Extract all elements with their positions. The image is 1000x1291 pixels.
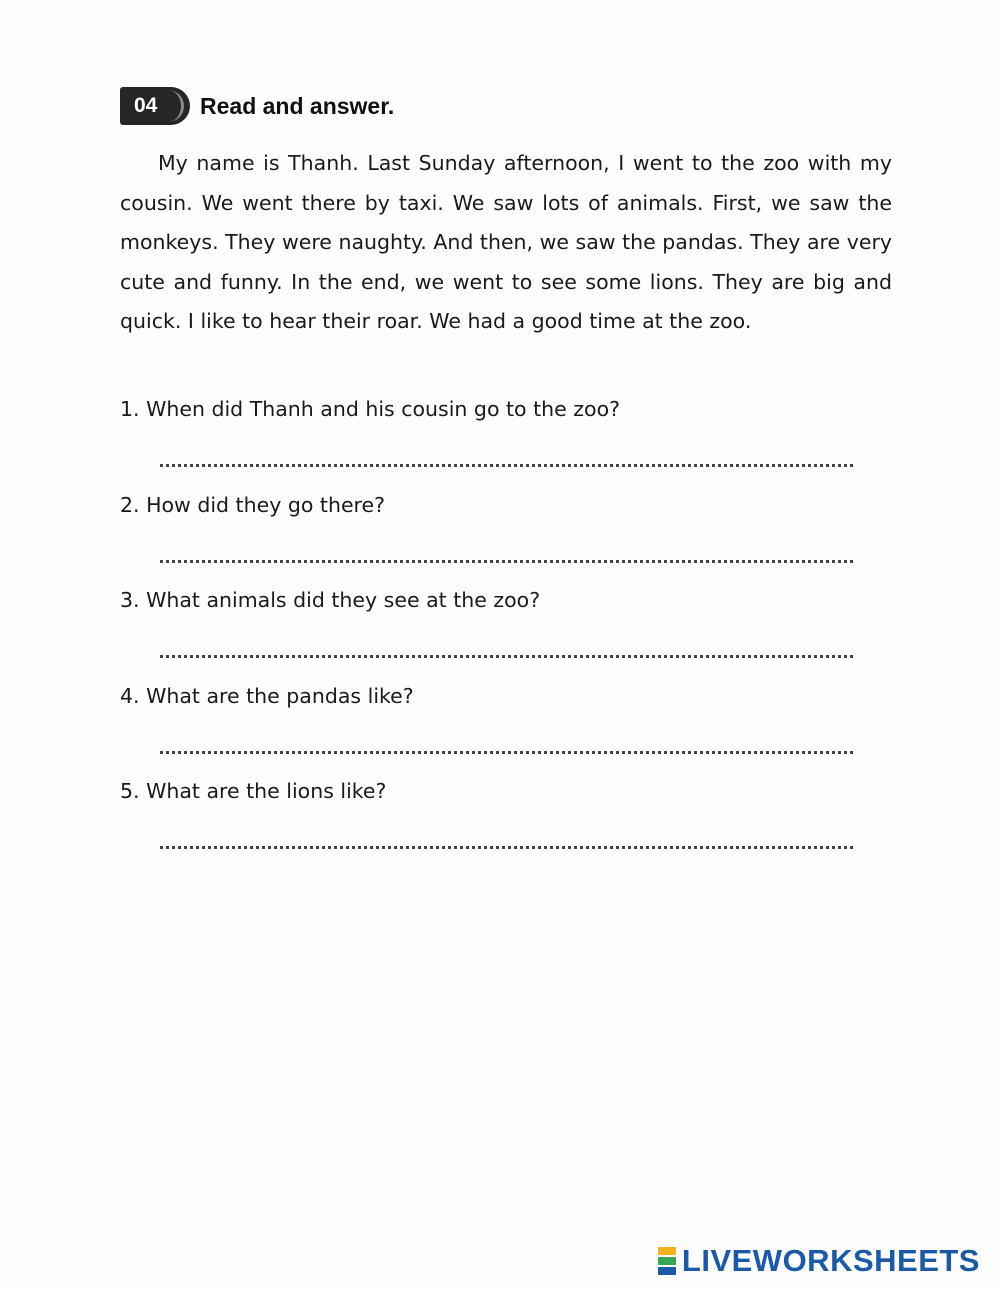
answer-input-3[interactable] [160, 645, 853, 658]
question-list [120, 392, 860, 870]
logo-bar-blue [658, 1267, 676, 1275]
exercise-header [120, 86, 394, 126]
question-item [120, 488, 860, 584]
liveworksheets-logo-icon [658, 1247, 676, 1275]
exercise-number: 04 [134, 94, 158, 117]
answer-input-5[interactable] [160, 836, 853, 849]
question-text: 5. What are the lions like? [120, 779, 387, 803]
answer-input-4[interactable] [160, 741, 853, 754]
question-item [120, 392, 860, 488]
question-text: 3. What animals did they see at the zoo? [120, 588, 541, 612]
logo-bar-yellow [658, 1247, 676, 1255]
watermark-text: LIVEWORKSHEETS [681, 1243, 980, 1278]
answer-input-1[interactable] [160, 454, 853, 467]
reading-passage: My name is Thanh. Last Sunday afternoon, I went to the zoo with my cousin. We went there by taxi. We saw lots of animals. First, we saw the monkeys. They were naughty. And then, we saw the pandas. They are very cute and funny. In the end, we went to see some lions. They are big and quick. I like to hear their roar. We had a good time at the zoo. [120, 151, 892, 333]
question-text: 1. When did Thanh and his cousin go to the zoo? [120, 397, 620, 421]
question-item [120, 774, 860, 870]
question-text: 2. How did they go there? [120, 492, 386, 517]
logo-bar-green [658, 1257, 676, 1265]
exercise-number-badge [120, 87, 190, 125]
question-item [120, 583, 860, 679]
question-text: 4. What are the pandas like? [120, 683, 414, 708]
liveworksheets-watermark [658, 1243, 980, 1279]
question-item [120, 679, 860, 775]
exercise-title: Read and answer. [200, 92, 395, 119]
answer-input-2[interactable] [160, 550, 853, 563]
